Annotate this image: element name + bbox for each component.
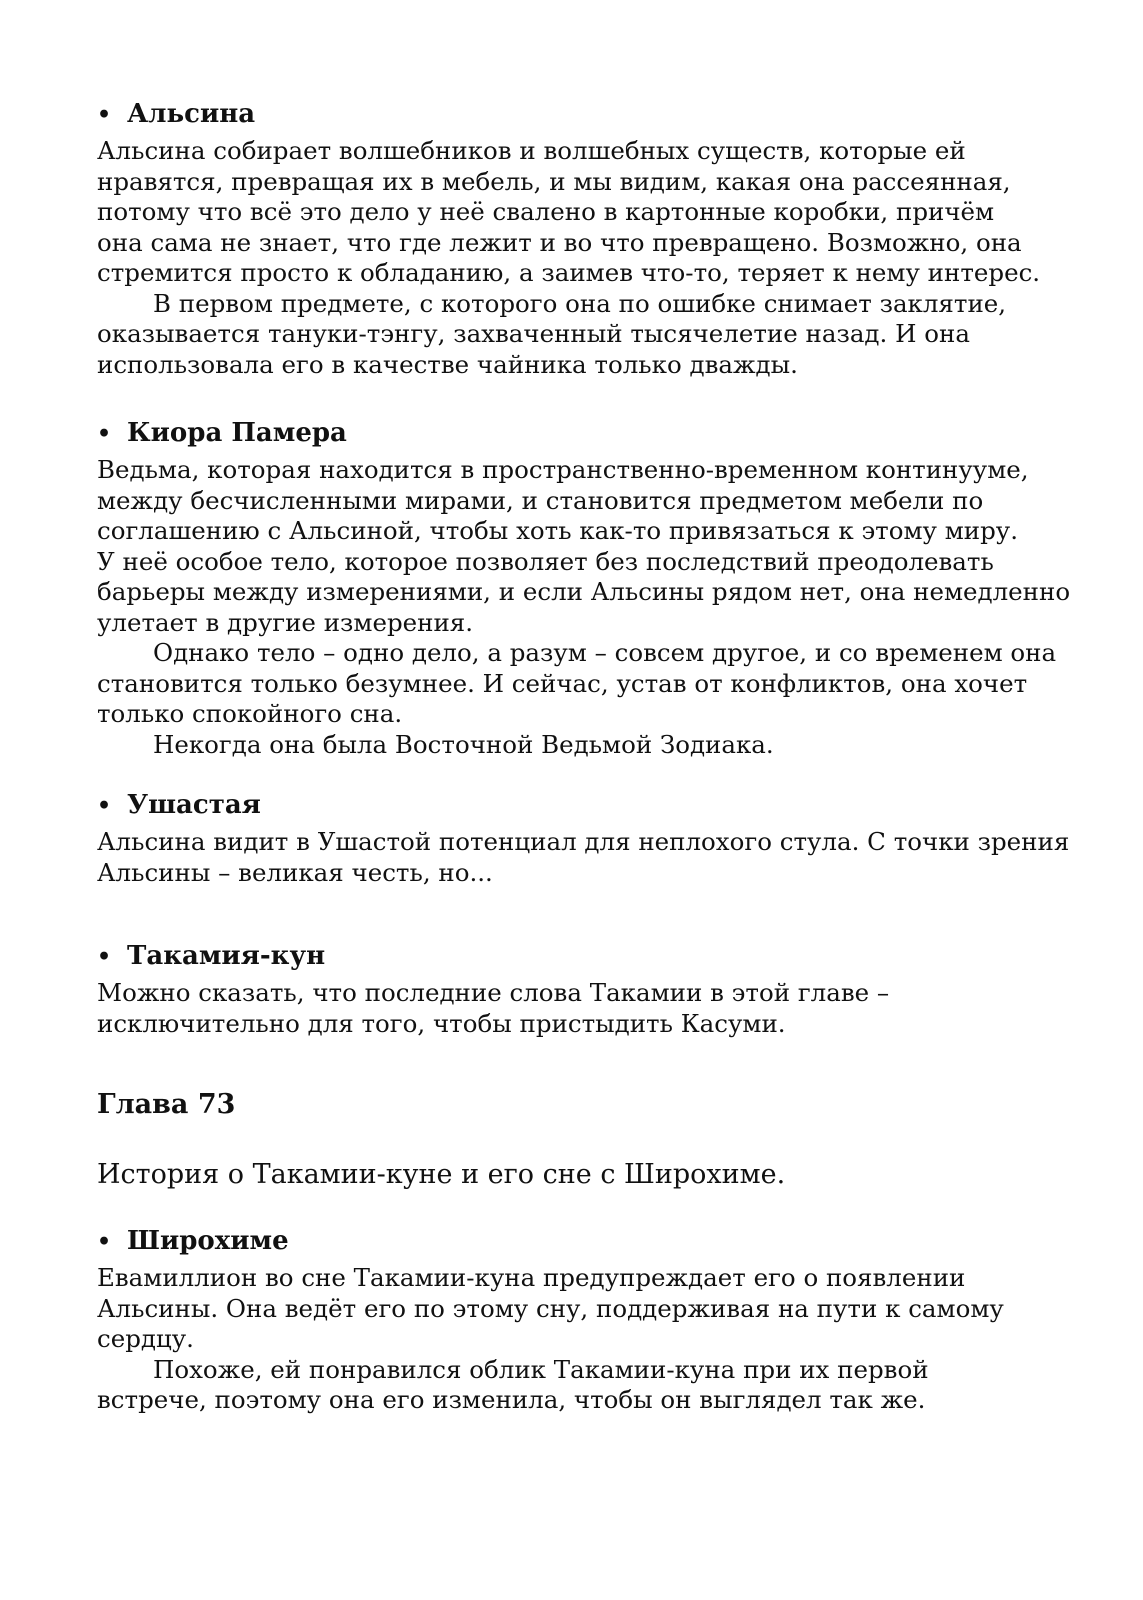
chapter-block	[97, 1089, 1057, 1191]
bullet-icon: •	[97, 1229, 112, 1255]
section-title: Альсина	[127, 99, 256, 129]
paragraph	[97, 136, 1057, 289]
section-heading	[97, 98, 1057, 131]
document-page	[97, 98, 1071, 1416]
text-line: Похоже, ей понравился облик Такамии-куна при их первой	[153, 1354, 929, 1384]
section-takamiya-kun	[97, 940, 1057, 1039]
text-line: потому что всё это дело у неё свалено в картонные коробки, причём	[97, 197, 995, 226]
text-line: использовала его в качестве чайника только дважды.	[97, 349, 798, 379]
section-shirohime	[97, 1225, 1057, 1416]
text-line: Ведьма, которая находится в пространственно-временном континууме,	[97, 455, 1029, 484]
text-line: улетает в другие измерения.	[97, 607, 474, 637]
paragraph	[97, 1263, 1057, 1355]
section-title: Ушастая	[127, 790, 261, 820]
text-line: Некогда она была Восточной Ведьмой Зодиака.	[153, 729, 774, 759]
text-line: она сама не знает, что где лежит и во что превращено. Возможно, она	[97, 227, 1022, 257]
section-heading	[97, 417, 1057, 450]
text-line: У неё особое тело, которое позволяет без последствий преодолевать	[97, 546, 994, 576]
paragraph	[97, 455, 1071, 638]
text-line: Альсина видит в Ушастой потенциал для неплохого стула. С точки зрения	[97, 827, 1070, 856]
section-title: Такамия-кун	[127, 941, 326, 971]
bullet-icon: •	[97, 793, 112, 819]
text-line: барьеры между измерениями, и если Альсины рядом нет, она немедленно	[97, 577, 1071, 606]
text-line: стремится просто к обладанию, а заимев что-то, теряет к нему интерес.	[97, 258, 1041, 287]
chapter-title: Глава 73	[97, 1089, 236, 1120]
section-heading	[97, 789, 1057, 822]
text-line: становится только безумнее. И сейчас, устав от конфликтов, она хочет	[97, 668, 1028, 698]
section-heading	[97, 1225, 1057, 1258]
text-line: встрече, поэтому она его изменила, чтобы он выглядел так же.	[97, 1385, 926, 1414]
text-line: Можно сказать, что последние слова Такамии в этой главе –	[97, 978, 890, 1007]
paragraph	[97, 1355, 1057, 1416]
text-line: Евамиллион во сне Такамии-куна предупреждает его о появлении	[97, 1263, 966, 1292]
text-line: соглашению с Альсиной, чтобы хоть как-то привязаться к этому миру.	[97, 516, 1018, 545]
text-line: сердцу.	[97, 1324, 194, 1353]
section-alsina	[97, 98, 1057, 380]
paragraph	[97, 978, 1057, 1039]
section-ushastaya	[97, 789, 1070, 888]
text-line: Однако тело – одно дело, а разум – совсем другое, и со временем она	[153, 638, 1057, 667]
paragraph	[97, 289, 1057, 381]
text-line: только спокойного сна.	[97, 699, 403, 728]
text-line: Альсины. Она ведёт его по этому сну, поддерживая на пути к самому	[97, 1293, 1004, 1323]
text-line: В первом предмете, с которого она по ошибке снимает заклятие,	[153, 288, 1007, 318]
bullet-icon: •	[97, 944, 112, 970]
paragraph	[97, 638, 1057, 730]
section-heading	[97, 940, 1057, 973]
text-line: Альсины – великая честь, но...	[97, 857, 493, 887]
text-line: между бесчисленными мирами, и становится предметом мебели по	[97, 485, 984, 515]
bullet-icon: •	[97, 421, 112, 447]
section-kiora-pamera	[97, 417, 1071, 760]
chapter-intro: История о Такамии-куне и его сне с Широхиме.	[97, 1159, 786, 1190]
text-line: нравятся, превращая их в мебель, и мы видим, какая она рассеянная,	[97, 166, 1011, 196]
section-title: Широхиме	[127, 1226, 289, 1256]
text-line: оказывается тануки-тэнгу, захваченный тысячелетие назад. И она	[97, 319, 970, 348]
section-title: Киора Памера	[127, 418, 347, 448]
paragraph	[97, 730, 1057, 761]
paragraph	[97, 827, 1070, 888]
bullet-icon: •	[97, 102, 112, 128]
text-line: Альсина собирает волшебников и волшебных существ, которые ей	[97, 136, 966, 165]
text-line: исключительно для того, чтобы пристыдить Касуми.	[97, 1008, 786, 1038]
